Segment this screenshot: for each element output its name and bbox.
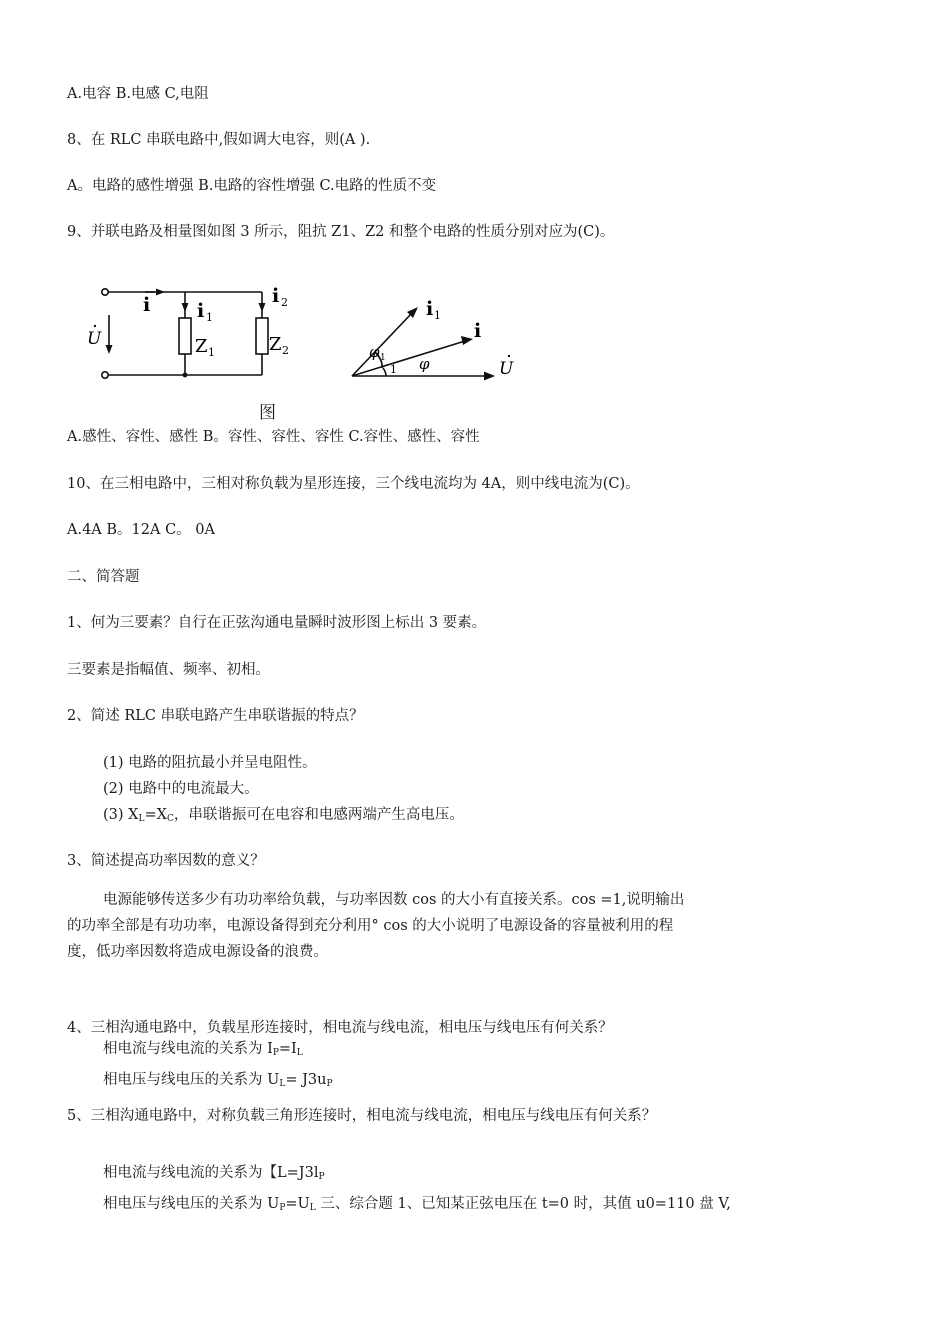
label-u: U: [87, 329, 102, 349]
option-line-10: A.4A B。12A C。 0A: [67, 522, 215, 538]
option-line-8: A。电路的感性增强 B.电路的容性增强 C.电路的性质不变: [67, 178, 437, 194]
answer-2-item-3: (3) $X_L=X_C$，串联谐振可在电容和电感两端产生高电压。: [103, 807, 464, 824]
short-answer-4: 4、三相沟通电路中，负载星形连接时，相电流与线电流，相电压与线电压有何关系？: [67, 1020, 613, 1036]
figure-caption: 图: [259, 403, 276, 423]
phasor-i-label: i: [474, 320, 482, 342]
circuit-figure: [85, 270, 535, 425]
label-z2: Z: [269, 334, 282, 355]
label-i2: i: [272, 285, 280, 307]
answer-2-item-2: (2) 电路中的电流最大。: [103, 781, 259, 797]
short-answer-5: 5、三相沟通电路中，对称负载三角形连接时，相电流与线电流，相电压与线电压有何关系？: [67, 1108, 657, 1124]
label-i1: i: [197, 300, 205, 322]
phi-label: φ: [419, 355, 430, 373]
answer-5-line-2: 相电压与线电压的关系为 $U_P=U_L$ 三、综合题 1、已知某正弦电压在 t=0 时，其值 u0=110 盘 V,: [103, 1196, 731, 1213]
answer-4-line-1: 相电流与线电流的关系为 $I_P=I_L$: [103, 1041, 303, 1058]
section-heading-2: 二、简答题: [67, 569, 140, 585]
answer-4-line-2: 相电压与线电压的关系为 $U_L= J3u_P$: [103, 1072, 333, 1089]
phasor-i1-sub: 1: [434, 309, 441, 322]
answer-5-line-1: 相电流与线电流的关系为【$L=J3l_P$: [103, 1165, 325, 1182]
label-z1-sub: 1: [208, 346, 215, 359]
label-i1-sub: 1: [206, 311, 213, 324]
option-line-7: A.电容 B.电感 C,电阻: [67, 86, 209, 102]
label-z1: Z: [195, 336, 208, 357]
label-i: i: [143, 294, 151, 316]
answer-3-paragraph: 电源能够传送多少有功功率给负载，与功率因数 cos 的大小有直接关系。cos =1,说明输出 的功率全部是有功功率，电源设备得到充分利用° cos 的大小说明了电源设备的容量被利用的程 度，低功率因数将造成电源设备的浪费。: [67, 892, 685, 960]
phi1-sub: 1: [380, 353, 386, 363]
short-answer-1: 1、何为三要素？自行在正弦沟通电量瞬时波形图上标出 3 要素。: [67, 615, 487, 631]
answer-1: 三要素是指幅值、频率、初相。: [67, 662, 270, 678]
short-answer-2: 2、简述 RLC 串联电路产生串联谐振的特点？: [67, 708, 364, 724]
label-i2-sub: 2: [281, 296, 288, 309]
short-answer-3: 3、简述提高功率因数的意义？: [67, 853, 265, 869]
phi1-label: φ: [369, 343, 380, 361]
label-z2-sub: 2: [282, 344, 289, 357]
answer-2-item-1: (1) 电路的阻抗最小并呈电阻性。: [103, 755, 317, 771]
phasor-u-label: U: [499, 359, 514, 379]
question-10: 10、在三相电路中，三相对称负载为星形连接，三个线电流均为 4A，则中线电流为(C)。: [67, 476, 640, 492]
angle-one-label: 1: [390, 363, 397, 376]
question-9: 9、并联电路及相量图如图 3 所示，阻抗 Z1、Z2 和整个电路的性质分别对应为(C)。: [67, 224, 615, 240]
option-line-9: A.感性、容性、感性 B。容性、容性、容性 C.容性、感性、容性: [67, 429, 480, 445]
question-8: 8、在 RLC 串联电路中,假如调大电容，则(A ).: [67, 132, 371, 148]
phasor-i1-label: i: [426, 298, 434, 320]
